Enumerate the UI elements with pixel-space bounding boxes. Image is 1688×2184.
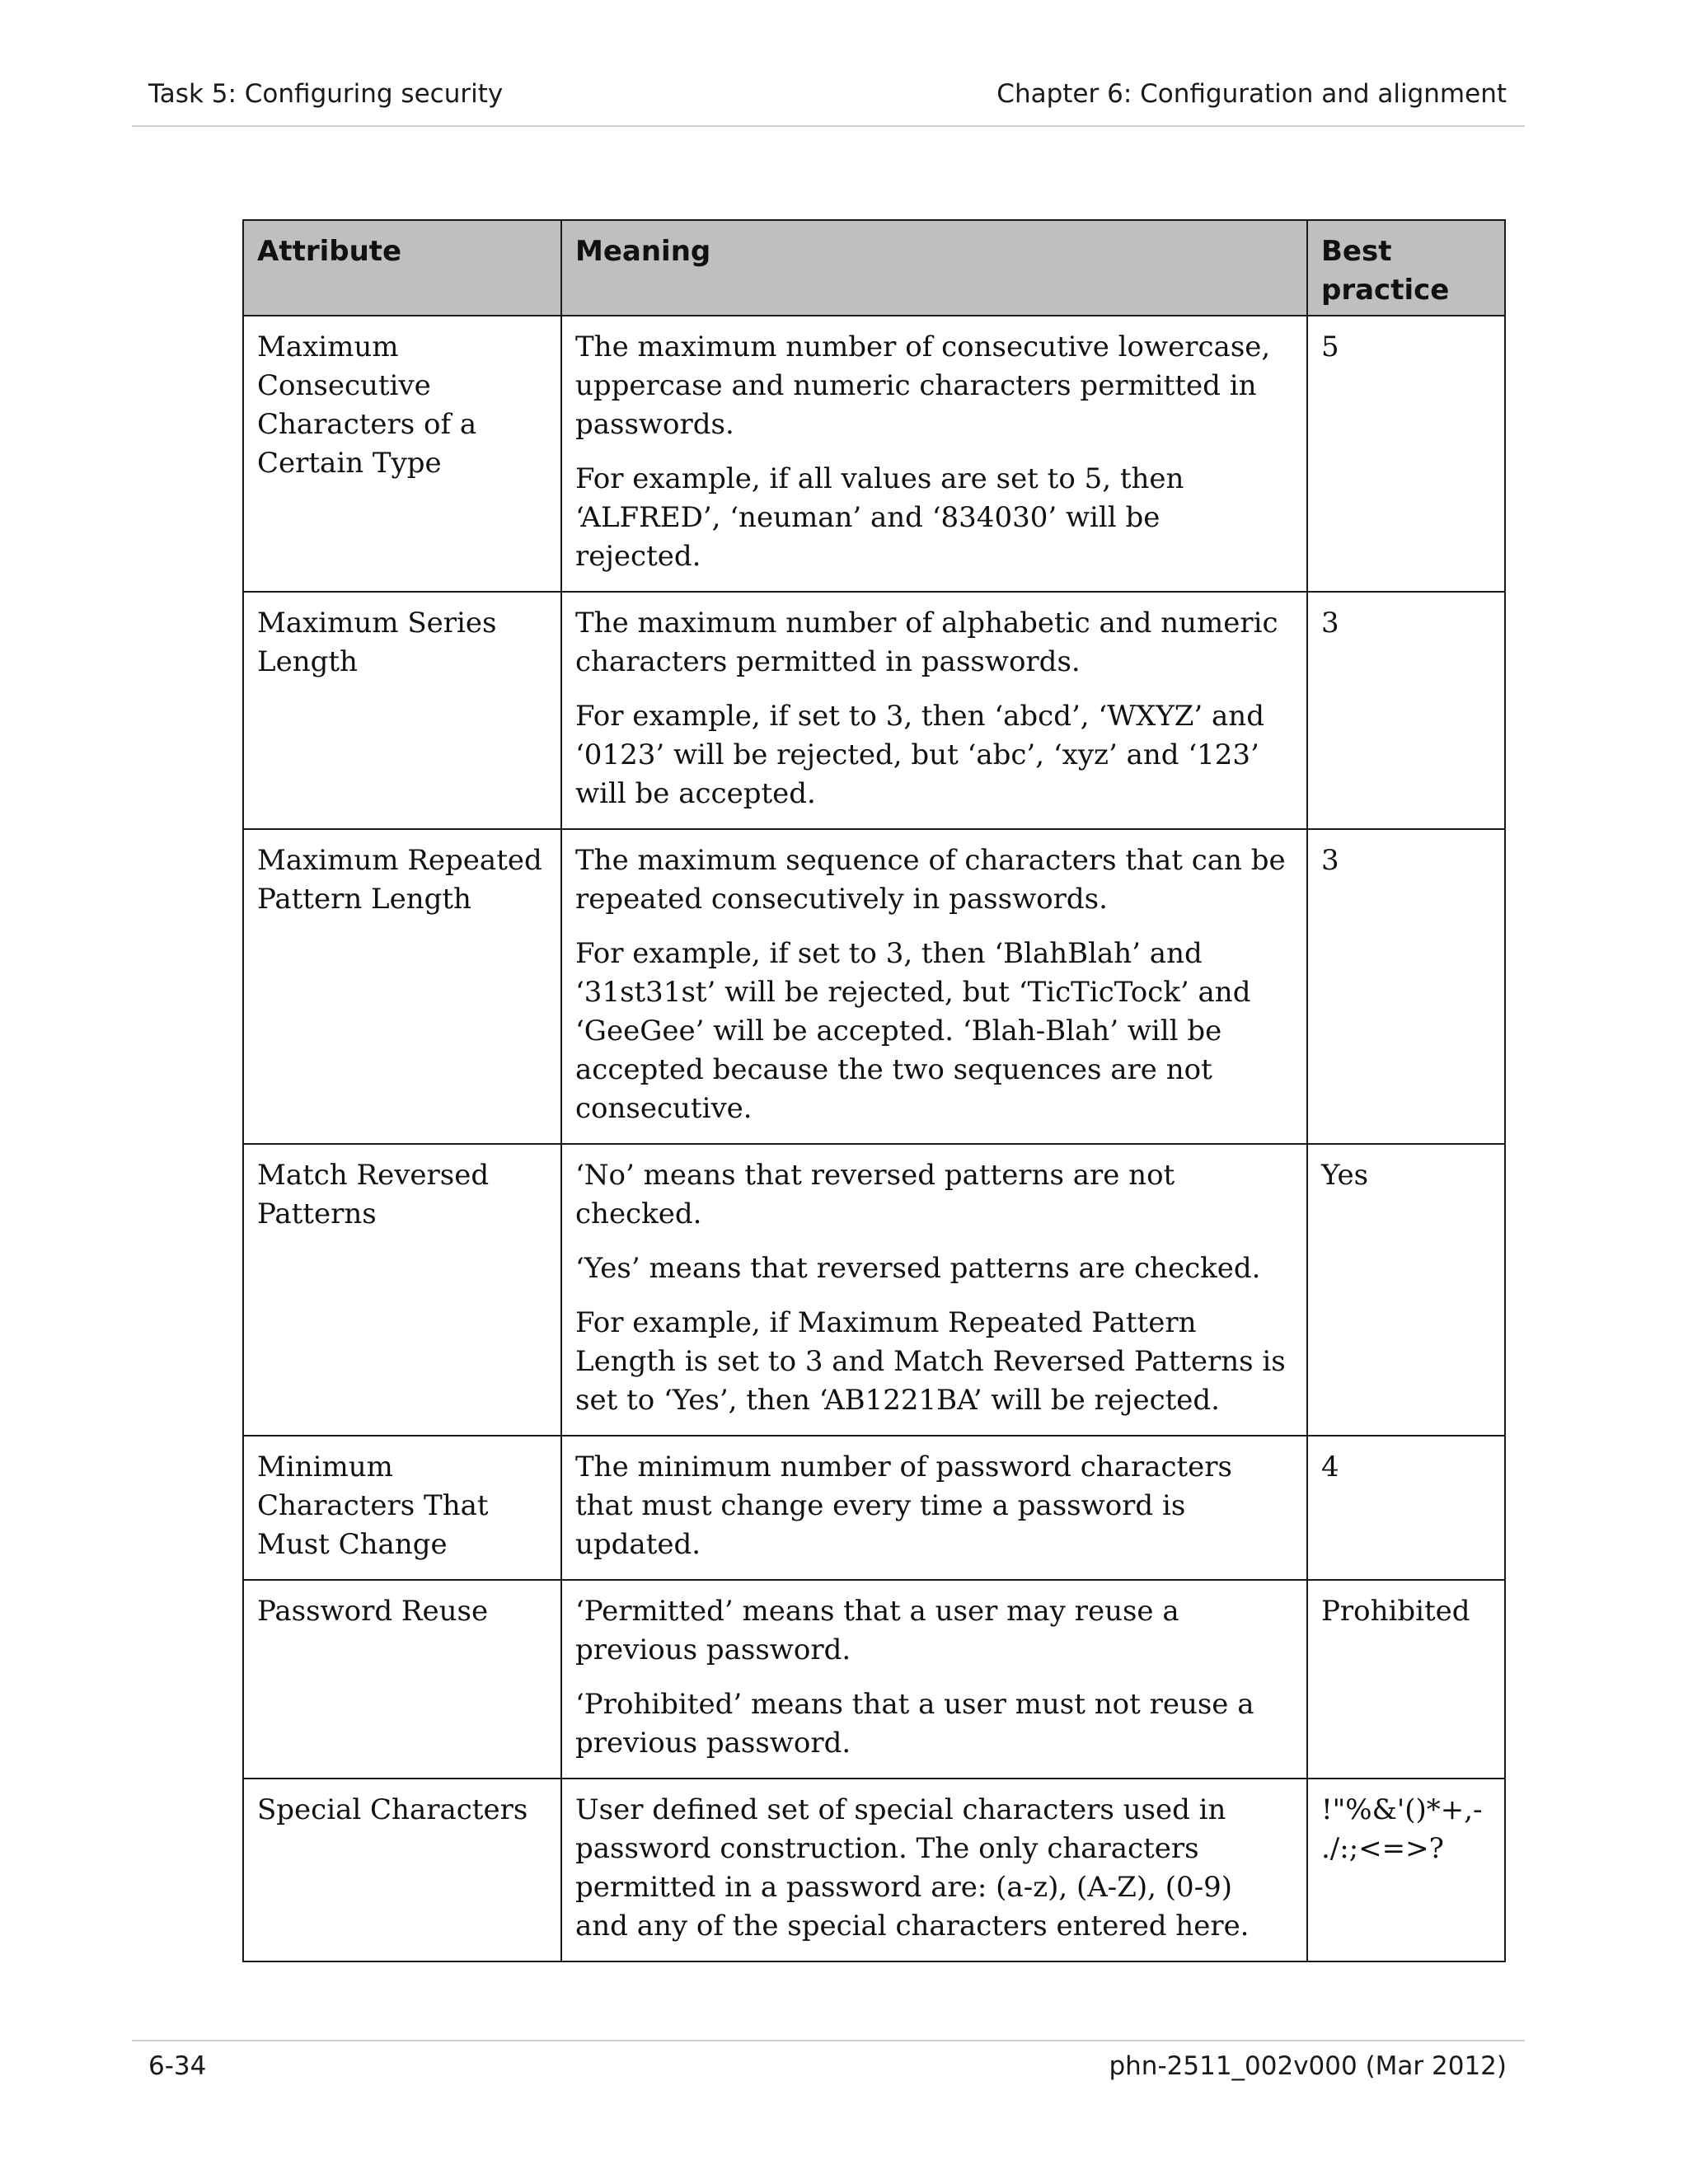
best-practice-cell: 3 [1307, 829, 1505, 1144]
meaning-paragraph: For example, if set to 3, then ‘BlahBlah’ and ‘31st31st’ will be rejected, but ‘TicTicTock’ and ‘GeeGee’ will be accepted. ‘Blah-Blah’ will be accepted because the two sequences are not consecutive. [575, 937, 1251, 1125]
meaning-paragraph: The minimum number of password characters that must change every time a password is updated. [575, 1451, 1233, 1561]
table-row [243, 1436, 1505, 1580]
meaning-paragraph: The maximum sequence of characters that can be repeated consecutively in passwords. [575, 844, 1286, 916]
meaning-cell [561, 592, 1307, 829]
footer-rule [132, 2040, 1525, 2041]
meaning-paragraph: For example, if Maximum Repeated Pattern Length is set to 3 and Match Reversed Patterns is set to ‘Yes’, then ‘AB1221BA’ will be rejected. [575, 1306, 1286, 1417]
meaning-paragraph: User defined set of special characters used in password construction. The only characters permitted in a password are: (a-z), (A-Z), (0-9) and any of the special characters entered here. [575, 1793, 1250, 1943]
meaning-paragraph: The maximum number of consecutive lowercase, uppercase and numeric characters permitted in passwords. [575, 330, 1271, 441]
best-practice-cell: Prohibited [1307, 1580, 1505, 1779]
attribute-cell: Maximum Series Length [243, 592, 561, 829]
attribute-cell: Minimum Characters That Must Change [243, 1436, 561, 1580]
attribute-cell: Maximum Consecutive Characters of a Certain Type [243, 316, 561, 592]
column-header-best-practice: Best practice [1307, 220, 1505, 316]
running-header-section: Task 5: Configuring security [148, 79, 504, 109]
table-row [243, 1144, 1505, 1436]
table-row [243, 1779, 1505, 1961]
meaning-paragraph: ‘Prohibited’ means that a user must not reuse a previous password. [575, 1688, 1254, 1760]
table-row [243, 1580, 1505, 1779]
table-row [243, 592, 1505, 829]
best-practice-cell: 3 [1307, 592, 1505, 829]
best-practice-cell: 4 [1307, 1436, 1505, 1580]
best-practice-cell: 5 [1307, 316, 1505, 592]
document-reference: phn-2511_002v000 (Mar 2012) [1109, 2051, 1507, 2081]
meaning-paragraph: For example, if all values are set to 5, then ‘ALFRED’, ‘neuman’ and ‘834030’ will be rejected. [575, 462, 1184, 573]
table-row [243, 829, 1505, 1144]
attribute-cell: Match Reversed Patterns [243, 1144, 561, 1436]
header-rule [132, 125, 1525, 127]
meaning-cell [561, 1580, 1307, 1779]
running-header-chapter: Chapter 6: Configuration and alignment [996, 79, 1507, 109]
meaning-cell [561, 1144, 1307, 1436]
meaning-cell [561, 316, 1307, 592]
attribute-cell: Maximum Repeated Pattern Length [243, 829, 561, 1144]
meaning-paragraph: The maximum number of alphabetic and numeric characters permitted in passwords. [575, 607, 1278, 678]
special-characters-line: !"%&'()*+,- [1321, 1793, 1483, 1826]
table-row [243, 316, 1505, 592]
column-header-attribute: Attribute [243, 220, 561, 316]
best-practice-cell: Yes [1307, 1144, 1505, 1436]
meaning-cell [561, 1779, 1307, 1961]
meaning-cell [561, 1436, 1307, 1580]
column-header-meaning: Meaning [561, 220, 1307, 316]
password-attributes-table [242, 219, 1506, 1962]
attribute-cell: Password Reuse [243, 1580, 561, 1779]
meaning-paragraph: ‘No’ means that reversed patterns are not checked. [575, 1159, 1175, 1230]
table-header-row [243, 220, 1505, 316]
best-practice-cell [1307, 1779, 1505, 1961]
meaning-cell [561, 829, 1307, 1144]
meaning-paragraph: ‘Yes’ means that reversed patterns are checked. [575, 1252, 1261, 1285]
attribute-cell: Special Characters [243, 1779, 561, 1961]
meaning-paragraph: For example, if set to 3, then ‘abcd’, ‘WXYZ’ and ‘0123’ will be rejected, but ‘abc’, ‘xyz’ and ‘123’ will be accepted. [575, 700, 1264, 810]
meaning-paragraph: ‘Permitted’ means that a user may reuse a previous password. [575, 1595, 1179, 1666]
page-number: 6-34 [148, 2051, 207, 2081]
special-characters-line: ./:;<=>? [1321, 1832, 1444, 1865]
